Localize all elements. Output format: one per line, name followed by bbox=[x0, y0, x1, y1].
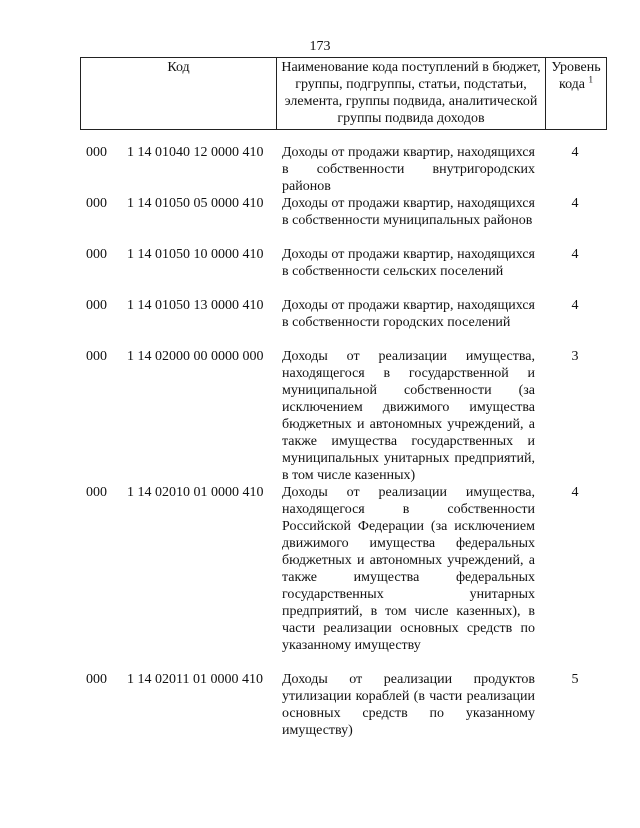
revenue-code: 1 14 01050 05 0000 410 bbox=[127, 196, 264, 211]
revenue-name: Доходы от реализации продуктов утилизации кораблей (в части реализации основных средств по указанному имуществу) bbox=[282, 672, 535, 738]
table-row bbox=[0, 484, 640, 671]
code-level: 5 bbox=[571, 672, 579, 687]
admin-code: 000 bbox=[86, 349, 107, 364]
revenue-code: 1 14 02011 01 0000 410 bbox=[127, 672, 263, 687]
table-row bbox=[0, 297, 640, 348]
code-level: 4 bbox=[571, 298, 579, 313]
revenue-code: 1 14 01050 10 0000 410 bbox=[127, 247, 264, 262]
admin-code: 000 bbox=[86, 298, 107, 313]
revenue-name: Доходы от продажи квартир, находящихся в собственности внутригородских районов bbox=[282, 145, 535, 194]
header-level-label: Уровень кода bbox=[551, 60, 601, 92]
code-level: 4 bbox=[571, 145, 579, 160]
header-level bbox=[546, 58, 607, 130]
table-row bbox=[0, 195, 640, 246]
admin-code: 000 bbox=[86, 247, 107, 262]
revenue-code: 1 14 01040 12 0000 410 bbox=[127, 145, 264, 160]
admin-code: 000 bbox=[86, 672, 107, 687]
table-body bbox=[0, 144, 640, 739]
revenue-code: 1 14 01050 13 0000 410 bbox=[127, 298, 264, 313]
code-level: 4 bbox=[571, 247, 579, 262]
admin-code: 000 bbox=[86, 196, 107, 211]
table-row bbox=[0, 144, 640, 195]
table-row bbox=[0, 671, 640, 739]
table-row bbox=[0, 246, 640, 297]
admin-code: 000 bbox=[86, 485, 107, 500]
revenue-name: Доходы от реализации имущества, находящегося в государственной и муниципальной собственности (за исключением движимого имущества бюджетных и автономных учреждений, а также имущества государственных и муниципальных унитарных предприятий, в том числе казенных) bbox=[282, 349, 535, 483]
code-level: 4 bbox=[571, 196, 579, 211]
admin-code: 000 bbox=[86, 145, 107, 160]
footnote-marker: 1 bbox=[588, 74, 594, 85]
table-header bbox=[80, 57, 607, 130]
revenue-name: Доходы от продажи квартир, находящихся в собственности сельских поселений bbox=[282, 247, 535, 279]
header-code: Код bbox=[81, 58, 277, 130]
code-level: 3 bbox=[571, 349, 579, 364]
revenue-name: Доходы от продажи квартир, находящихся в собственности муниципальных районов bbox=[282, 196, 535, 228]
code-level: 4 bbox=[571, 485, 579, 500]
page-number: 173 bbox=[309, 39, 331, 54]
revenue-code: 1 14 02010 01 0000 410 bbox=[127, 485, 264, 500]
revenue-name: Доходы от реализации имущества, находящегося в собственности Российской Федерации (за исключением движимого имущества федеральных бюджетных и автономных учреждений, а также имущества федеральных государственных унитарных предприятий, в том числе казенных), в части реализации основных средств по указанному имуществу bbox=[282, 485, 535, 653]
revenue-code: 1 14 02000 00 0000 000 bbox=[127, 349, 264, 364]
table-row bbox=[0, 348, 640, 484]
header-name: Наименование кода поступлений в бюджет, группы, подгруппы, статьи, подстатьи, элемента, группы подвида, аналитической группы подвида доходов bbox=[277, 58, 546, 130]
revenue-name: Доходы от продажи квартир, находящихся в собственности городских поселений bbox=[282, 298, 535, 330]
